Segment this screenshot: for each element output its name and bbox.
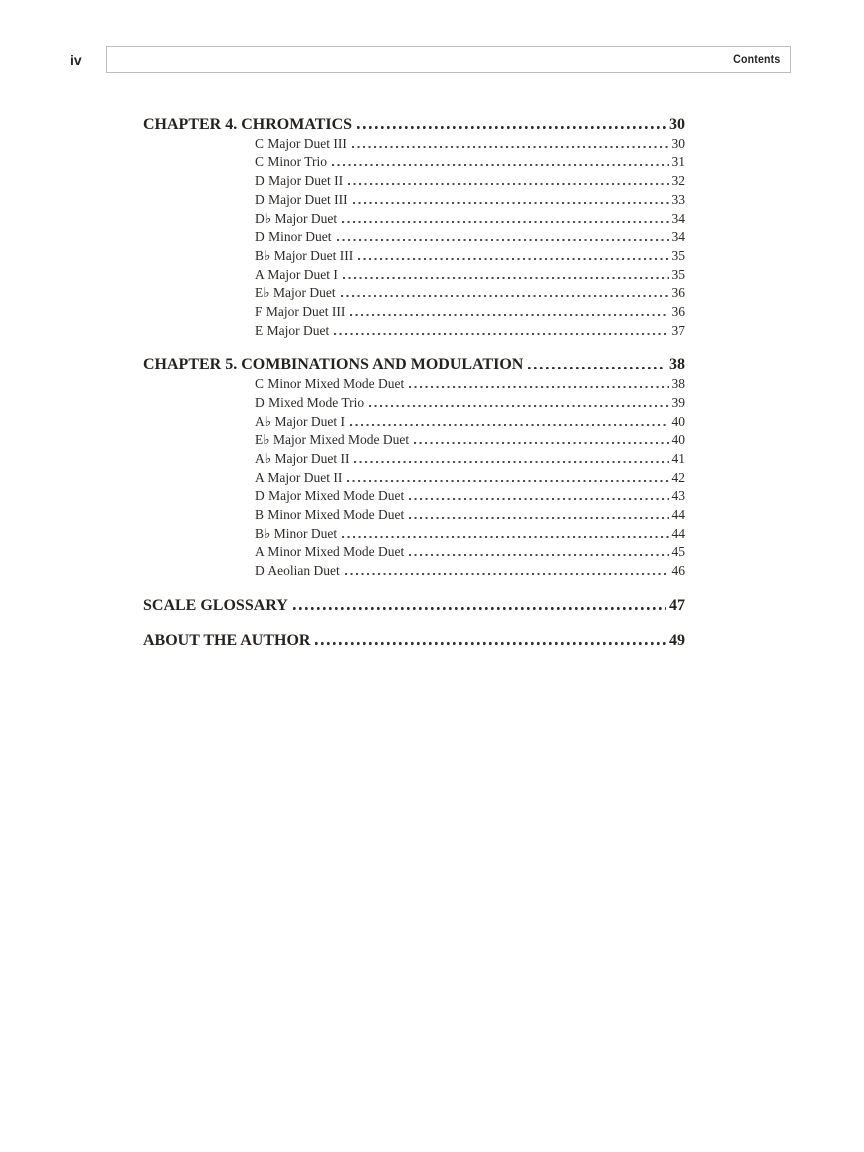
- toc-heading: [143, 116, 685, 135]
- toc-entry-page-number: 35: [671, 247, 685, 263]
- toc-entry-title: D Major Duet II: [255, 173, 344, 189]
- toc-entry-title: B♭ Minor Duet: [255, 525, 338, 541]
- dot-leader: [409, 517, 668, 519]
- toc-entry-page-number: 34: [671, 229, 685, 245]
- running-header: [70, 46, 791, 74]
- toc-entry-page-number: 42: [671, 469, 685, 485]
- toc-section: [143, 356, 685, 580]
- toc-heading-page-number: 30: [669, 116, 685, 133]
- toc-section: [143, 116, 685, 340]
- dot-leader: [350, 424, 669, 426]
- toc-heading: [143, 356, 685, 375]
- toc-entry-title: B Minor Mixed Mode Duet: [255, 507, 405, 523]
- toc-entry-title: E♭ Major Mixed Mode Duet: [255, 432, 410, 448]
- toc-entry: [143, 303, 685, 322]
- dot-leader: [358, 258, 668, 260]
- dot-leader: [528, 367, 666, 370]
- toc-entry: [143, 431, 685, 450]
- header-title: Contents: [732, 53, 780, 66]
- toc-entry-page-number: 30: [671, 135, 685, 151]
- toc-entry: [143, 469, 685, 488]
- toc-entry-title: A Major Duet I: [255, 266, 338, 282]
- toc-section: [143, 632, 685, 651]
- toc-entry: [143, 172, 685, 191]
- toc-entry-title: B♭ Major Duet III: [255, 247, 354, 263]
- dot-leader: [345, 573, 669, 575]
- toc: [143, 116, 685, 650]
- dot-leader: [341, 295, 669, 297]
- toc-entry-title: D Aeolian Duet: [255, 563, 340, 579]
- dot-leader: [350, 314, 668, 316]
- toc-entry-title: D Major Duet III: [255, 191, 348, 207]
- toc-entry-page-number: 36: [671, 304, 685, 320]
- toc-entry-page-number: 32: [671, 173, 685, 189]
- toc-entry-page-number: 34: [671, 210, 685, 226]
- toc-entry-page-number: 35: [671, 266, 685, 282]
- dot-leader: [409, 498, 668, 500]
- toc-entry-page-number: 37: [671, 322, 685, 338]
- toc-entry-page-number: 33: [671, 191, 685, 207]
- toc-entry-title: A Minor Mixed Mode Duet: [255, 544, 405, 560]
- dot-leader: [315, 642, 666, 645]
- dot-leader: [353, 202, 669, 204]
- dot-leader: [334, 333, 668, 335]
- dot-leader: [348, 183, 668, 185]
- toc-heading-title: CHAPTER 4. CHROMATICS: [143, 116, 353, 133]
- toc-entry: [143, 525, 685, 544]
- toc-heading: [143, 632, 685, 651]
- toc-heading-page-number: 47: [669, 596, 685, 614]
- dot-leader: [332, 164, 668, 166]
- toc-heading-title: SCALE GLOSSARY: [143, 596, 288, 614]
- toc-entry-page-number: 38: [671, 376, 685, 392]
- toc-entry: [143, 413, 685, 432]
- dot-leader: [414, 442, 668, 444]
- toc-entry-title: E♭ Major Duet: [255, 285, 336, 301]
- toc-entry-title: C Minor Trio: [255, 154, 328, 170]
- dot-leader: [357, 126, 666, 129]
- toc-entry: [143, 266, 685, 285]
- toc-entry: [143, 210, 685, 229]
- dot-leader: [293, 607, 666, 610]
- header-box: [106, 46, 791, 73]
- toc-entry-page-number: 40: [671, 432, 685, 448]
- toc-entry-title: C Major Duet III: [255, 135, 347, 151]
- toc-entry-page-number: 41: [671, 450, 685, 466]
- toc-entry-page-number: 43: [671, 488, 685, 504]
- dot-leader: [337, 239, 669, 241]
- dot-leader: [409, 554, 668, 556]
- toc-entry-title: D♭ Major Duet: [255, 210, 338, 226]
- toc-entry-page-number: 45: [671, 544, 685, 560]
- toc-section: [143, 597, 685, 616]
- toc-entry: [143, 322, 685, 341]
- toc-entry-title: E Major Duet: [255, 322, 330, 338]
- toc-entry-title: F Major Duet III: [255, 304, 346, 320]
- toc-heading: [143, 597, 685, 616]
- toc-entry: [143, 375, 685, 394]
- toc-heading-title: CHAPTER 5. COMBINATIONS AND MODULATION: [143, 356, 524, 374]
- toc-entry-page-number: 44: [671, 525, 685, 541]
- toc-entry: [143, 247, 685, 266]
- toc-entry: [143, 562, 685, 581]
- toc-entry: [143, 228, 685, 247]
- toc-entry-title: C Minor Mixed Mode Duet: [255, 376, 405, 392]
- toc-entry-title: D Minor Duet: [255, 229, 332, 245]
- toc-entry-title: D Major Mixed Mode Duet: [255, 488, 405, 504]
- toc-entry-page-number: 39: [671, 394, 685, 410]
- toc-entry-title: A♭ Major Duet I: [255, 413, 345, 429]
- toc-entry-page-number: 31: [671, 154, 685, 170]
- toc-entry-title: A Major Duet II: [255, 469, 343, 485]
- toc-entry: [143, 284, 685, 303]
- toc-entry: [143, 543, 685, 562]
- toc-entry-page-number: 44: [671, 507, 685, 523]
- dot-leader: [342, 221, 668, 223]
- toc-entry-title: D Mixed Mode Trio: [255, 394, 365, 410]
- dot-leader: [343, 277, 669, 279]
- toc-entry: [143, 506, 685, 525]
- toc-entry-page-number: 40: [671, 413, 685, 429]
- dot-leader: [409, 386, 668, 388]
- toc-entry: [143, 394, 685, 413]
- toc-entry: [143, 191, 685, 210]
- page-folio: iv: [70, 52, 82, 68]
- dot-leader: [342, 536, 668, 538]
- toc-entry-title: A♭ Major Duet II: [255, 450, 350, 466]
- toc-entry: [143, 135, 685, 154]
- dot-leader: [352, 146, 669, 148]
- toc-entry: [143, 487, 685, 506]
- toc-entry: [143, 450, 685, 469]
- toc-entry-page-number: 36: [671, 285, 685, 301]
- toc-entry: [143, 153, 685, 172]
- toc-entry-page-number: 46: [671, 563, 685, 579]
- dot-leader: [347, 480, 668, 482]
- dot-leader: [369, 405, 668, 407]
- dot-leader: [354, 461, 668, 463]
- toc-heading-page-number: 49: [669, 631, 685, 649]
- toc-heading-title: ABOUT THE AUTHOR: [143, 631, 311, 649]
- toc-heading-page-number: 38: [669, 356, 685, 374]
